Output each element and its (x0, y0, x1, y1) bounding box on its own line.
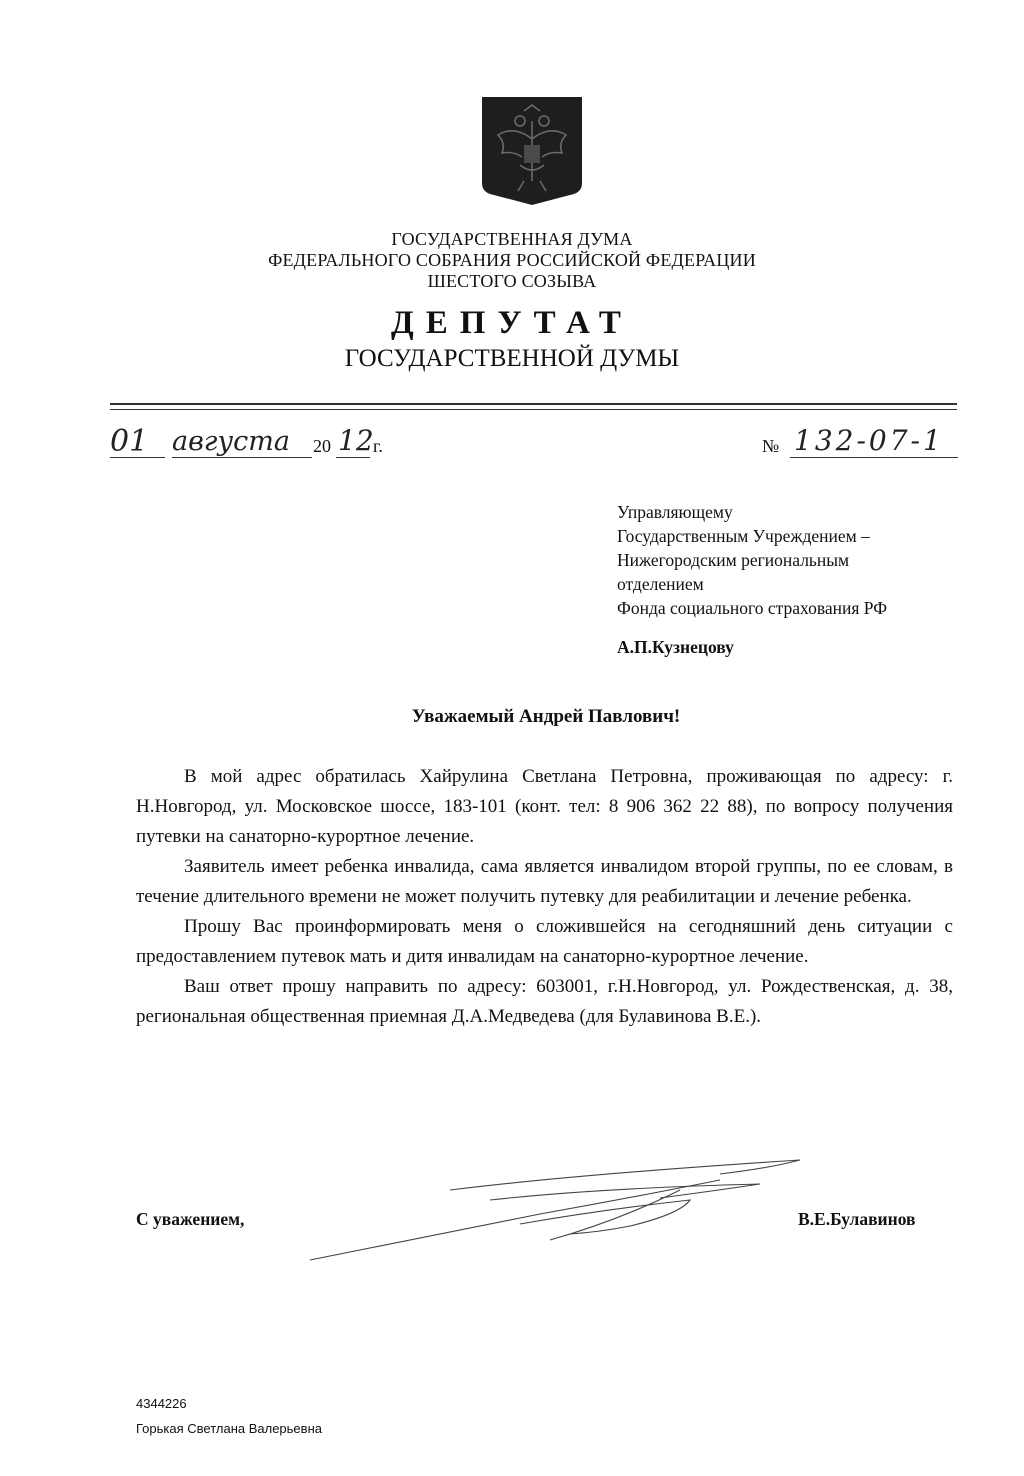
executor-phone: 4344226 (136, 1396, 187, 1411)
closing-regards: С уважением, (136, 1209, 245, 1229)
addressee-line: Фонда социального страхования РФ (617, 598, 888, 618)
addressee-name: А.П.Кузнецову (617, 637, 734, 657)
addressee-line: Нижегородским региональным (617, 550, 850, 570)
org-line-2: ФЕДЕРАЛЬНОГО СОБРАНИЯ РОССИЙСКОЙ ФЕДЕРАЦИИ (268, 250, 756, 270)
addressee-block (617, 500, 887, 620)
header-rule-thick (110, 403, 957, 405)
letter-number (762, 424, 958, 464)
body-paragraph: Ваш ответ прошу направить по адресу: 603001, г.Н.Новгород, ул. Рождественская, д. 38, региональная общественная приемная Д.А.Медведева (для Булавинова В.Е.). (136, 976, 953, 1027)
body-paragraph: Прошу Вас проинформировать меня о сложившейся на сегодняшний день ситуации с предоставлением путевок мать и дитя инвалидам на санаторно-курортное лечение. (136, 916, 953, 967)
letter-date (110, 424, 400, 464)
number-value: 132-07-1 (794, 424, 944, 457)
page-subtitle: ГОСУДАРСТВЕННОЙ ДУМЫ (344, 345, 680, 372)
page-title: ДЕПУТАТ (391, 305, 633, 341)
body-paragraph: В мой адрес обратилась Хайрулина Светлана Петровна, проживающая по адресу: г. Н.Новгород, ул. Московское шоссе, 183-101 (конт. тел: 8 906 362 22 88), по вопросу получения путевки на санаторно-курортное лечение. (136, 766, 953, 847)
org-line-3: ШЕСТОГО СОЗЫВА (427, 271, 597, 291)
header-rule-thin (110, 409, 957, 410)
addressee-line: отделением (617, 574, 704, 594)
signer-name: В.Е.Булавинов (798, 1209, 916, 1229)
double-headed-eagle-icon (480, 95, 584, 205)
date-year-suffix: 12 (338, 424, 374, 457)
executor-name: Горькая Светлана Валерьевна (136, 1421, 322, 1436)
body-paragraph: Заявитель имеет ребенка инвалида, сама является инвалидом второй группы, по ее словам, в течение длительного времени не может получить путевку для реабилитации и лечение ребенка. (136, 856, 953, 907)
letter-body (136, 762, 953, 1032)
date-year-prefix: 20 (313, 436, 331, 456)
org-line-1: ГОСУДАРСТВЕННАЯ ДУМА (391, 229, 633, 249)
date-month: августа (172, 426, 290, 457)
date-year-unit: г. (373, 436, 383, 456)
addressee-line: Государственным Учреждением – (617, 526, 870, 546)
number-label: № (762, 436, 780, 456)
handwritten-signature (300, 1150, 820, 1275)
addressee-line: Управляющему (617, 502, 733, 522)
salutation: Уважаемый Андрей Павлович! (411, 706, 681, 727)
date-day: 01 (110, 424, 149, 459)
